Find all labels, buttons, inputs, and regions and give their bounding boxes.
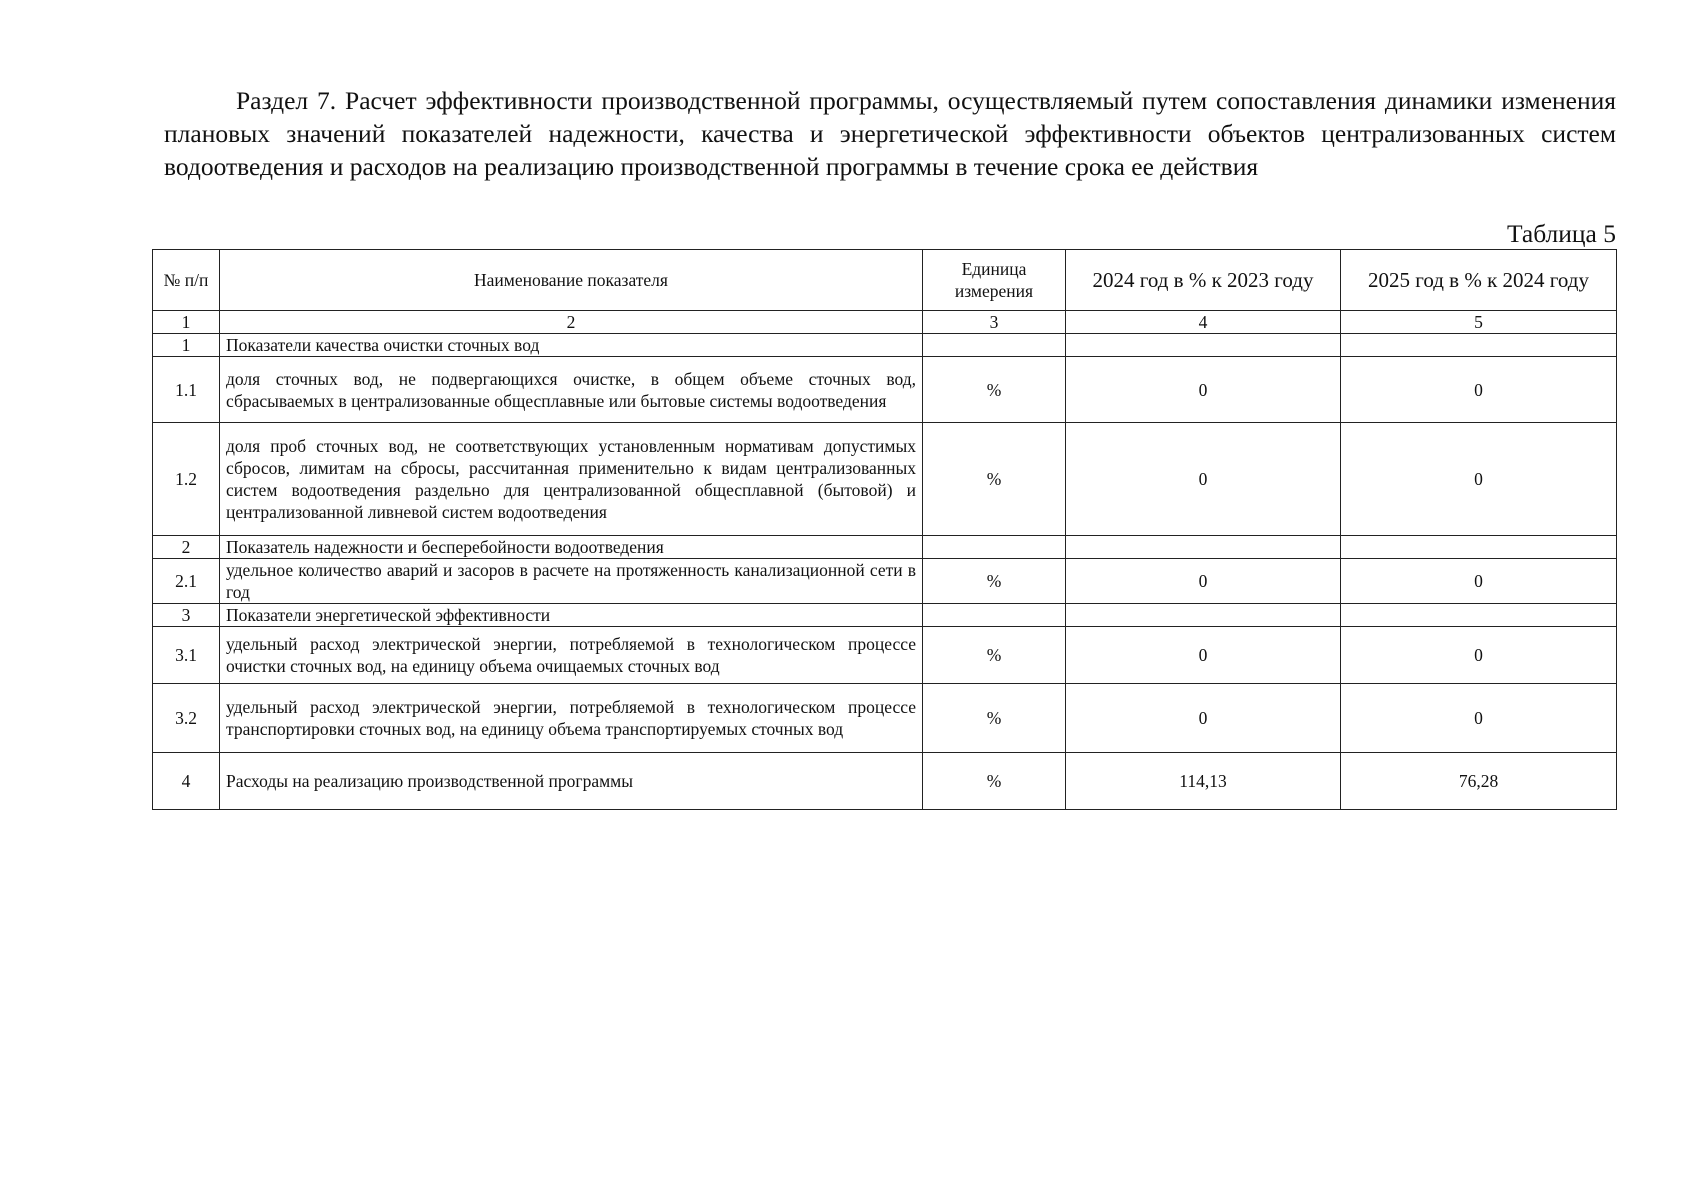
row-name: удельное количество аварий и засоров в расчете на протяженность канализационной сети в год [220, 559, 923, 604]
row-value-2024: 0 [1066, 684, 1341, 753]
row-name: Расходы на реализацию производственной программы [220, 753, 923, 810]
row-value-2025 [1341, 536, 1617, 559]
row-value-2024: 114,13 [1066, 753, 1341, 810]
row-name: доля сточных вод, не подвергающихся очистке, в общем объеме сточных вод, сбрасываемых в централизованные общесплавные или бытовые системы водоотведения [220, 357, 923, 423]
column-number: 4 [1066, 311, 1341, 334]
table-caption: Таблица 5 [1506, 219, 1616, 248]
row-unit: % [923, 627, 1066, 684]
row-value-2025: 0 [1341, 627, 1617, 684]
row-value-2024: 0 [1066, 559, 1341, 604]
table-row [153, 684, 1617, 753]
row-name: удельный расход электрической энергии, потребляемой в технологическом процессе очистки сточных вод, на единицу объема очищаемых сточных вод [220, 627, 923, 684]
header-2025: 2025 год в % к 2024 году [1341, 250, 1617, 311]
column-number: 2 [220, 311, 923, 334]
row-value-2025: 76,28 [1341, 753, 1617, 810]
column-number: 1 [153, 311, 220, 334]
table-row [153, 334, 1617, 357]
table-row [153, 604, 1617, 627]
column-number: 5 [1341, 311, 1617, 334]
row-num: 1.1 [153, 357, 220, 423]
row-value-2024 [1066, 334, 1341, 357]
header-2024: 2024 год в % к 2023 году [1066, 250, 1341, 311]
row-num: 3.1 [153, 627, 220, 684]
column-number: 3 [923, 311, 1066, 334]
row-unit [923, 536, 1066, 559]
table-row [153, 753, 1617, 810]
row-num: 4 [153, 753, 220, 810]
indicators-table [152, 249, 1617, 810]
row-value-2025: 0 [1341, 423, 1617, 536]
row-value-2024: 0 [1066, 423, 1341, 536]
row-value-2025: 0 [1341, 357, 1617, 423]
row-num: 2.1 [153, 559, 220, 604]
table-row [153, 357, 1617, 423]
row-name: Показатели качества очистки сточных вод [220, 334, 923, 357]
row-name: удельный расход электрической энергии, потребляемой в технологическом процессе транспортировки сточных вод, на единицу объема транспортируемых сточных вод [220, 684, 923, 753]
row-num: 3 [153, 604, 220, 627]
header-num: № п/п [153, 250, 220, 311]
table-row [153, 536, 1617, 559]
row-unit: % [923, 753, 1066, 810]
header-unit: Единица измерения [923, 250, 1066, 311]
row-num: 1 [153, 334, 220, 357]
row-name: Показатели энергетической эффективности [220, 604, 923, 627]
table-row [153, 559, 1617, 604]
row-unit [923, 604, 1066, 627]
table-row [153, 423, 1617, 536]
table-header-row [153, 250, 1617, 311]
column-number-row [153, 311, 1617, 334]
row-value-2024 [1066, 536, 1341, 559]
row-value-2025: 0 [1341, 559, 1617, 604]
row-unit: % [923, 684, 1066, 753]
table-row [153, 627, 1617, 684]
row-unit: % [923, 423, 1066, 536]
row-value-2024: 0 [1066, 627, 1341, 684]
row-value-2025 [1341, 604, 1617, 627]
row-unit [923, 334, 1066, 357]
row-unit: % [923, 559, 1066, 604]
row-value-2024: 0 [1066, 357, 1341, 423]
row-unit: % [923, 357, 1066, 423]
row-value-2025 [1341, 334, 1617, 357]
row-num: 2 [153, 536, 220, 559]
row-name: доля проб сточных вод, не соответствующих установленным нормативам допустимых сбросов, лимитам на сбросы, рассчитанная применительно к видам централизованных систем водоотведения раздельно для централизованной общесплавной (бытовой) и централизованной ливневой систем водоотведения [220, 423, 923, 536]
section-heading-text: Раздел 7. Расчет эффективности производственной программы, осуществляемый путем сопоставления динамики изменения плановых значений показателей надежности, качества и энергетической эффективности объектов централизованных систем водоотведения и расходов на реализацию производственной программы в течение срока ее действия [164, 86, 1616, 181]
header-name: Наименование показателя [220, 250, 923, 311]
row-num: 3.2 [153, 684, 220, 753]
row-name: Показатель надежности и бесперебойности водоотведения [220, 536, 923, 559]
row-value-2024 [1066, 604, 1341, 627]
row-num: 1.2 [153, 423, 220, 536]
row-value-2025: 0 [1341, 684, 1617, 753]
section-heading [164, 84, 1616, 183]
